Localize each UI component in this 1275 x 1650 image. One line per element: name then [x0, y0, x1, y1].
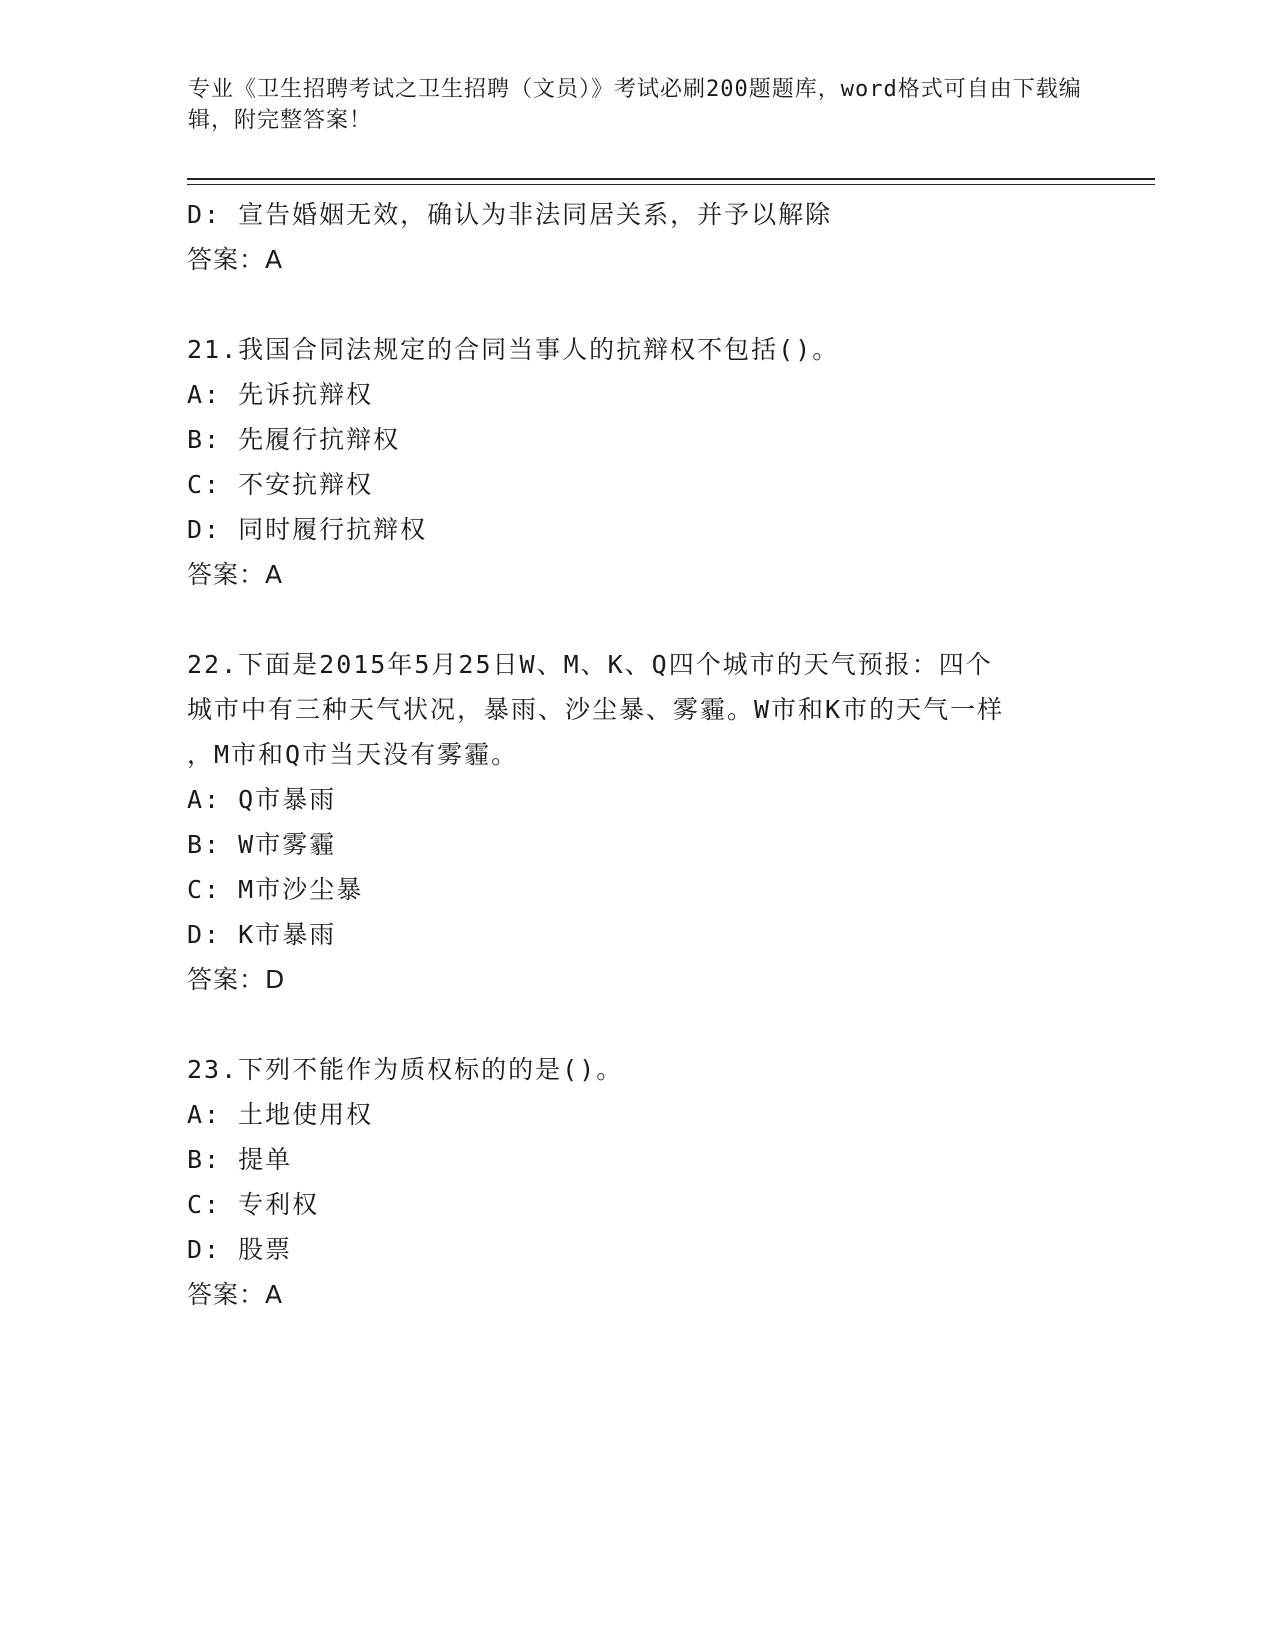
- option-c: C: 不安抗辩权: [187, 470, 374, 499]
- answer: 答案：A: [187, 560, 284, 589]
- answer: 答案：D: [187, 965, 286, 994]
- previous-option-d: D: 宣告婚姻无效，确认为非法同居关系，并予以解除: [187, 200, 833, 229]
- document-body: [187, 192, 1087, 1318]
- question-stem: 23.下列不能作为质权标的的是()。: [187, 1055, 624, 1084]
- previous-answer: 答案：A: [187, 245, 284, 274]
- option-d: D: K市暴雨: [187, 920, 337, 949]
- question-stem-line-1: 22.下面是2015年5月25日W、M、K、Q四个城市的天气预报：四个: [187, 650, 993, 679]
- question-stem-line-2: 城市中有三种天气状况，暴雨、沙尘暴、雾霾。W市和K市的天气一样: [187, 695, 1005, 724]
- option-b: B: 提单: [187, 1145, 293, 1174]
- option-c: C: 专利权: [187, 1190, 320, 1219]
- question-22: [187, 642, 1087, 1003]
- question-21: [187, 327, 1087, 598]
- answer: 答案：A: [187, 1280, 284, 1309]
- header-divider: [187, 178, 1155, 180]
- option-c: C: M市沙尘暴: [187, 875, 364, 904]
- document-header: 专业《卫生招聘考试之卫生招聘（文员）》考试必刷200题题库，word格式可自由下载编辑，附完整答案！: [188, 77, 1082, 133]
- option-d: D: 股票: [187, 1235, 293, 1264]
- option-a: A: 土地使用权: [187, 1100, 374, 1129]
- option-a: A: 先诉抗辩权: [187, 380, 374, 409]
- question-stem: 21.我国合同法规定的合同当事人的抗辩权不包括()。: [187, 335, 840, 364]
- question-stem-line-3: ，M市和Q市当天没有雾霾。: [187, 740, 519, 769]
- option-b: B: 先履行抗辩权: [187, 425, 401, 454]
- option-a: A: Q市暴雨: [187, 785, 337, 814]
- option-b: B: W市雾霾: [187, 830, 337, 859]
- header-divider-thin: [187, 184, 1155, 185]
- option-d: D: 同时履行抗辩权: [187, 515, 428, 544]
- question-23: [187, 1047, 1087, 1318]
